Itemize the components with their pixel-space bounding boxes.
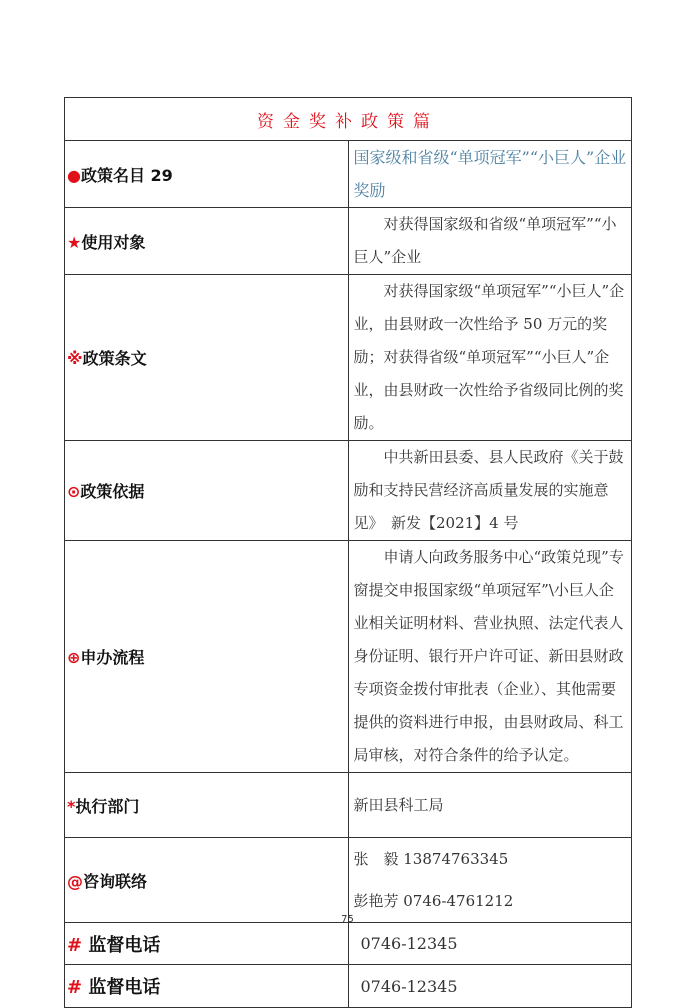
policy-table: [64, 97, 632, 1008]
label-supervision: # 监督电话: [65, 923, 349, 965]
contact-value: [348, 838, 632, 923]
label-process: ⊕申办流程: [65, 541, 349, 773]
reference-mark-icon: ※: [67, 349, 83, 368]
star-icon: ★: [67, 232, 82, 252]
supervision-phone-2: 0746-12345: [348, 965, 632, 1008]
label-basis: ⊙政策依据: [65, 441, 349, 541]
policy-text-value: 对获得国家级“单项冠军”“小巨人”企业，由县财政一次性给予 50 万元的奖励；对获得省级“单项冠军”“小巨人”企业，由县财政一次性给予省级同比例的奖励。: [348, 275, 632, 441]
basis-value: 中共新田县委、县人民政府《关于鼓励和支持民营经济高质量发展的实施意见》 新发【2021】4 号: [348, 441, 632, 541]
contact-1: 张 毅 13874763345: [353, 850, 509, 868]
circled-plus-icon: ⊕: [67, 648, 81, 667]
asterisk-icon: *: [67, 796, 76, 816]
page-number: 75: [341, 914, 354, 925]
target-value: 对获得国家级和省级“单项冠军”“小巨人”企业: [348, 208, 632, 275]
label-policy-text: ※政策条文: [65, 275, 349, 441]
circled-dot-icon: ⊙: [67, 482, 81, 501]
at-icon: @: [67, 871, 83, 891]
policy-name-value: 国家级和省级“单项冠军”“小巨人”企业奖励: [348, 141, 632, 208]
contact-2: 彭艳芳 0746-4761212: [353, 892, 514, 910]
hash-icon: #: [67, 934, 83, 956]
red-dot-icon: ●: [67, 165, 81, 185]
process-value: 申请人向政务服务中心“政策兑现”专窗提交申报国家级“单项冠军”\小巨人企业相关证明材料、营业执照、法定代表人身份证明、银行开户许可证、新田县财政专项资金拨付审批表（企业）、其他需要提供的资料进行申报，由县财政局、科工局审核，对符合条件的给予认定。: [348, 541, 632, 773]
hash-icon: #: [67, 977, 83, 998]
section-title: 资金奖补政策篇: [65, 98, 632, 141]
label-contact: @咨询联络: [65, 838, 349, 923]
department-value: 新田县科工局: [348, 773, 632, 838]
supervision-phone: 0746-12345: [348, 923, 632, 965]
label-supervision-2: # 监督电话: [65, 965, 349, 1008]
label-department: *执行部门: [65, 773, 349, 838]
label-policy-name: ●政策名目 29: [65, 141, 349, 208]
label-target: ★使用对象: [65, 208, 349, 275]
